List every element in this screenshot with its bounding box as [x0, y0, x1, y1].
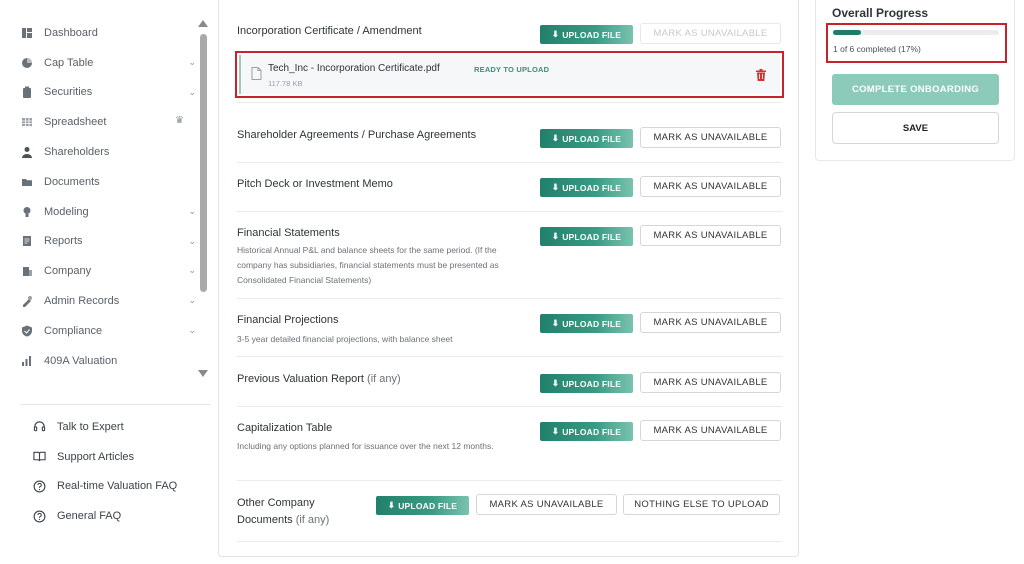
download-icon: ⬇ — [551, 133, 560, 143]
sidebar-divider — [20, 404, 210, 405]
row-title: Shareholder Agreements / Purchase Agreements — [237, 129, 477, 141]
download-icon: ⬇ — [551, 318, 560, 328]
mark-unavailable-button[interactable]: MARK AS UNAVAILABLE — [640, 176, 781, 197]
question-circle-icon — [32, 509, 46, 523]
file-name: Tech_Inc - Incorporation Certificate.pdf — [268, 63, 440, 74]
download-icon: ⬇ — [551, 378, 560, 388]
chevron-down-icon[interactable]: ⌄ — [188, 205, 196, 216]
row-title: Previous Valuation Report (if any) — [237, 373, 401, 385]
sidebar-nav — [14, 18, 200, 376]
lightbulb-icon — [20, 205, 34, 219]
mark-unavailable-button[interactable]: MARK AS UNAVAILABLE — [640, 127, 781, 148]
question-circle-icon — [32, 479, 46, 493]
help-link-general-faq[interactable] — [32, 501, 177, 531]
help-link-support-articles[interactable] — [32, 442, 177, 472]
upload-file-button[interactable]: ⬇ UPLOAD FILE — [540, 314, 633, 333]
mark-unavailable-button[interactable]: MARK AS UNAVAILABLE — [640, 225, 781, 246]
sidebar-item-admin-records[interactable] — [14, 286, 200, 316]
row-description: Historical Annual P&L and balance sheets for the same period. (If the company has subsidiaries, financial statements must be presented as Consolidated Financial Statements) — [237, 245, 499, 285]
clipboard-icon — [20, 85, 34, 99]
sidebar-item-label: Documents — [44, 175, 100, 188]
upload-file-button[interactable]: ⬇ UPLOAD FILE — [540, 227, 633, 246]
doc-row-capitalization-table — [237, 407, 782, 481]
book-icon — [32, 450, 46, 464]
download-icon: ⬇ — [551, 426, 560, 436]
bar-chart-icon — [20, 354, 34, 368]
sidebar-item-409a-valuation[interactable] — [14, 346, 200, 376]
upload-file-button[interactable]: ⬇ UPLOAD FILE — [540, 422, 633, 441]
progress-bar-fill — [833, 30, 861, 35]
sidebar-item-reports[interactable] — [14, 227, 200, 257]
sidebar — [0, 0, 212, 564]
upload-file-button[interactable]: ⬇ UPLOAD FILE — [540, 374, 633, 393]
chevron-down-icon[interactable]: ⌄ — [188, 265, 196, 276]
sidebar-item-cap-table[interactable] — [14, 48, 200, 78]
upload-file-button[interactable]: ⬇ UPLOAD FILE — [540, 178, 633, 197]
mark-unavailable-button[interactable]: MARK AS UNAVAILABLE — [640, 23, 781, 44]
dashboard-icon — [20, 26, 34, 40]
row-title: Financial Projections — [237, 314, 339, 326]
doc-row-financial-projections — [237, 299, 782, 357]
chevron-down-icon[interactable]: ⌄ — [188, 86, 196, 97]
sidebar-item-label: Cap Table — [44, 56, 94, 69]
help-link-label: Support Articles — [57, 450, 135, 463]
download-icon: ⬇ — [387, 500, 396, 510]
mark-unavailable-button[interactable]: MARK AS UNAVAILABLE — [476, 494, 617, 515]
sidebar-item-spreadsheet[interactable] — [14, 107, 200, 137]
trash-icon[interactable] — [756, 68, 766, 86]
download-icon: ⬇ — [551, 29, 560, 39]
chevron-down-icon[interactable]: ⌄ — [188, 56, 196, 67]
sidebar-item-label: Securities — [44, 86, 93, 99]
help-link-label: General FAQ — [57, 510, 122, 523]
doc-row-shareholder-agreements — [237, 114, 782, 163]
building-icon — [20, 264, 34, 278]
doc-row-other-documents — [237, 481, 782, 542]
sidebar-item-modeling[interactable] — [14, 197, 200, 227]
progress-text: 1 of 6 completed (17%) — [833, 44, 921, 54]
crown-icon: ♛ — [175, 115, 184, 127]
sidebar-item-documents[interactable] — [14, 167, 200, 197]
report-icon — [20, 234, 34, 248]
chevron-down-icon[interactable]: ⌄ — [188, 324, 196, 335]
upload-file-button[interactable]: ⬇ UPLOAD FILE — [540, 129, 633, 148]
row-title: Financial Statements — [237, 227, 340, 239]
spreadsheet-icon — [20, 115, 34, 129]
help-link-label: Real-time Valuation FAQ — [57, 480, 178, 493]
sidebar-item-company[interactable] — [14, 256, 200, 286]
sidebar-item-label: Compliance — [44, 324, 103, 337]
nothing-else-button[interactable]: NOTHING ELSE TO UPLOAD — [623, 494, 780, 515]
progress-title: Overall Progress — [832, 6, 929, 20]
row-title: Pitch Deck or Investment Memo — [237, 178, 393, 190]
chevron-down-icon[interactable]: ⌄ — [188, 295, 196, 306]
doc-row-pitch-deck — [237, 163, 782, 212]
sidebar-item-label: Modeling — [44, 205, 89, 218]
sidebar-item-compliance[interactable] — [14, 316, 200, 346]
download-icon: ⬇ — [551, 182, 560, 192]
user-icon — [20, 145, 34, 159]
mark-unavailable-button[interactable]: MARK AS UNAVAILABLE — [640, 420, 781, 441]
row-title: Capitalization Table — [237, 422, 333, 434]
progress-highlight — [826, 23, 1007, 63]
uploaded-file-item — [239, 55, 780, 94]
sidebar-scrollbar[interactable] — [198, 20, 208, 380]
sidebar-item-label: Dashboard — [44, 26, 98, 39]
upload-file-button[interactable]: ⬇ UPLOAD FILE — [540, 25, 633, 44]
file-size: 117.78 KB — [268, 79, 303, 88]
row-description: 3-5 year detailed financial projections, with balance sheet — [237, 334, 453, 344]
sidebar-item-label: Shareholders — [44, 146, 110, 159]
row-description: Including any options planned for issuance over the next 12 months. — [237, 441, 494, 451]
help-link-real-time-valuation-faq[interactable] — [32, 472, 177, 502]
sidebar-item-label: Spreadsheet — [44, 116, 107, 129]
help-links — [32, 412, 177, 531]
upload-file-button[interactable]: ⬇ UPLOAD FILE — [376, 496, 469, 515]
row-title: Other Company Documents (if any) — [237, 497, 330, 526]
progress-card — [815, 0, 1015, 161]
sidebar-item-label: Admin Records — [44, 295, 120, 308]
sidebar-item-label: 409A Valuation — [44, 354, 118, 367]
headset-icon — [32, 420, 46, 434]
admin-icon — [20, 294, 34, 308]
sidebar-item-label: Company — [44, 265, 92, 278]
shield-check-icon — [20, 324, 34, 338]
mark-unavailable-button[interactable]: MARK AS UNAVAILABLE — [640, 372, 781, 393]
documents-card — [218, 0, 799, 557]
sidebar-item-shareholders[interactable] — [14, 137, 200, 167]
file-icon — [251, 67, 262, 85]
folder-icon — [20, 175, 34, 189]
scroll-down-arrow[interactable] — [198, 370, 208, 377]
doc-row-previous-valuation — [237, 357, 782, 407]
sidebar-item-label: Reports — [44, 235, 83, 248]
doc-row-financial-statements — [237, 212, 782, 299]
pie-chart-icon — [20, 56, 34, 70]
file-status: READY TO UPLOAD — [474, 65, 550, 74]
help-link-talk-to-expert[interactable] — [32, 412, 177, 442]
uploaded-file-highlight — [235, 51, 784, 98]
row-title: Incorporation Certificate / Amendment — [237, 25, 422, 37]
sidebar-item-dashboard[interactable] — [14, 18, 200, 48]
scroll-thumb[interactable] — [200, 34, 207, 292]
progress-bar — [833, 30, 999, 35]
help-link-label: Talk to Expert — [57, 420, 124, 433]
download-icon: ⬇ — [551, 231, 560, 241]
chevron-down-icon[interactable]: ⌄ — [188, 235, 196, 246]
save-button[interactable]: SAVE — [832, 112, 999, 144]
complete-onboarding-button[interactable]: COMPLETE ONBOARDING — [832, 74, 999, 105]
mark-unavailable-button[interactable]: MARK AS UNAVAILABLE — [640, 312, 781, 333]
sidebar-item-securities[interactable] — [14, 78, 200, 108]
scroll-up-arrow[interactable] — [198, 20, 208, 27]
